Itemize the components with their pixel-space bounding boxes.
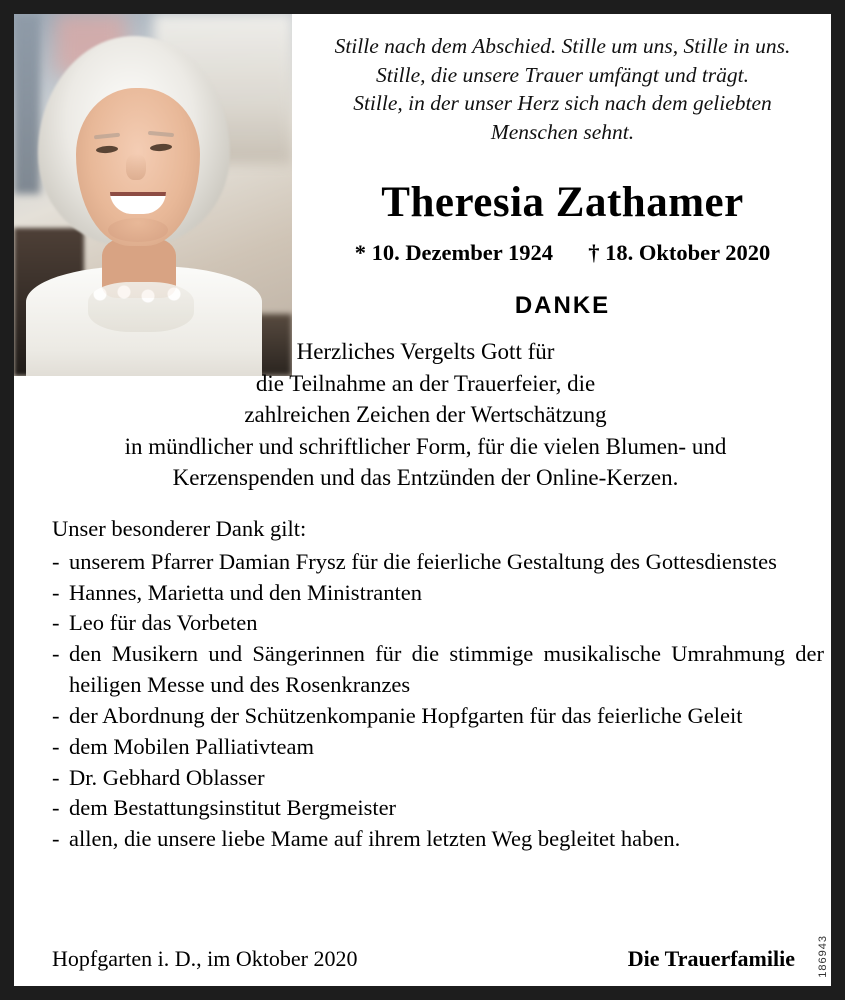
portrait-photo — [14, 14, 292, 376]
list-bullet: - — [52, 641, 60, 667]
verse-line: Stille, die unsere Trauer umfängt und trägt. — [375, 62, 750, 87]
list-bullet: - — [52, 795, 60, 821]
list-bullet: - — [52, 548, 60, 574]
list-bullet: - — [52, 733, 60, 759]
thanks-line: Kerzenspenden und das Entzünden der Online-Kerzen. — [172, 465, 679, 490]
obituary-card — [14, 14, 831, 986]
list-item — [52, 824, 824, 855]
photo-blur-post — [14, 14, 40, 194]
verse-line: Stille, in der unser Herz sich nach dem geliebten — [353, 91, 772, 116]
verse-line: Menschen sehnt. — [490, 119, 635, 144]
list-item — [52, 639, 824, 701]
list-item — [52, 578, 824, 609]
list-item-text: Leo für das Vorbeten — [69, 610, 258, 636]
list-item — [52, 732, 824, 763]
list-bullet: - — [52, 579, 60, 605]
verse-line: Stille nach dem Abschied. Stille um uns, Stille in uns. — [334, 34, 791, 58]
list-item — [52, 701, 824, 732]
list-item-text: Dr. Gebhard Oblasser — [69, 764, 265, 790]
list-bullet: - — [52, 702, 60, 728]
list-item-text: dem Mobilen Palliativteam — [69, 733, 314, 759]
list-item — [52, 763, 824, 794]
thanks-line: in mündlicher und schriftlicher Form, für die vielen Blumen- und — [124, 433, 727, 459]
thanks-paragraph — [30, 336, 821, 494]
deceased-name: Theresia Zathamer — [381, 179, 744, 226]
photo-lace-collar — [88, 282, 194, 332]
thanks-line: zahlreichen Zeichen der Wertschätzung — [244, 402, 607, 427]
list-item-text: allen, die unsere liebe Mame auf ihrem letzten Weg begleitet haben. — [69, 826, 681, 852]
list-bullet: - — [52, 610, 60, 636]
death-date: † 18. Oktober 2020 — [588, 240, 771, 265]
special-thanks-block — [52, 514, 824, 855]
place-and-date: Hopfgarten i. D., im Oktober 2020 — [52, 946, 358, 971]
thanks-line: die Teilnahme an der Trauerfeier, die — [255, 370, 596, 396]
signature: Die Trauerfamilie — [627, 946, 795, 971]
life-dates — [304, 240, 821, 266]
photo-nose — [126, 154, 146, 180]
danke-heading: DANKE — [514, 292, 611, 319]
list-item — [52, 547, 824, 578]
list-item-text: unserem Pfarrer Damian Frysz für die feierliche Gestaltung des Gottesdienstes — [69, 548, 777, 574]
list-bullet: - — [52, 826, 60, 852]
special-thanks-list — [52, 547, 824, 855]
list-item-text: dem Bestattungsinstitut Bergmeister — [69, 795, 397, 821]
list-item — [52, 608, 824, 639]
list-item-text: den Musikern und Sängerinnen für die stimmige musikalische Umrahmung der heiligen Messe und des Rosenkranzes — [69, 641, 824, 698]
list-item-text: der Abordnung der Schützenkompanie Hopfgarten für das feierliche Geleit — [69, 702, 743, 728]
photo-chin — [108, 218, 168, 242]
reference-number: 186943 — [817, 935, 829, 978]
thanks-line: Herzliches Vergelts Gott für — [296, 339, 555, 364]
list-bullet: - — [52, 764, 60, 790]
list-item — [52, 793, 824, 824]
list-item-text: Hannes, Marietta und den Ministranten — [69, 579, 423, 605]
birth-date: * 10. Dezember 1924 — [354, 240, 553, 265]
special-thanks-intro: Unser besonderer Dank gilt: — [52, 516, 307, 541]
memorial-verse — [304, 32, 821, 146]
